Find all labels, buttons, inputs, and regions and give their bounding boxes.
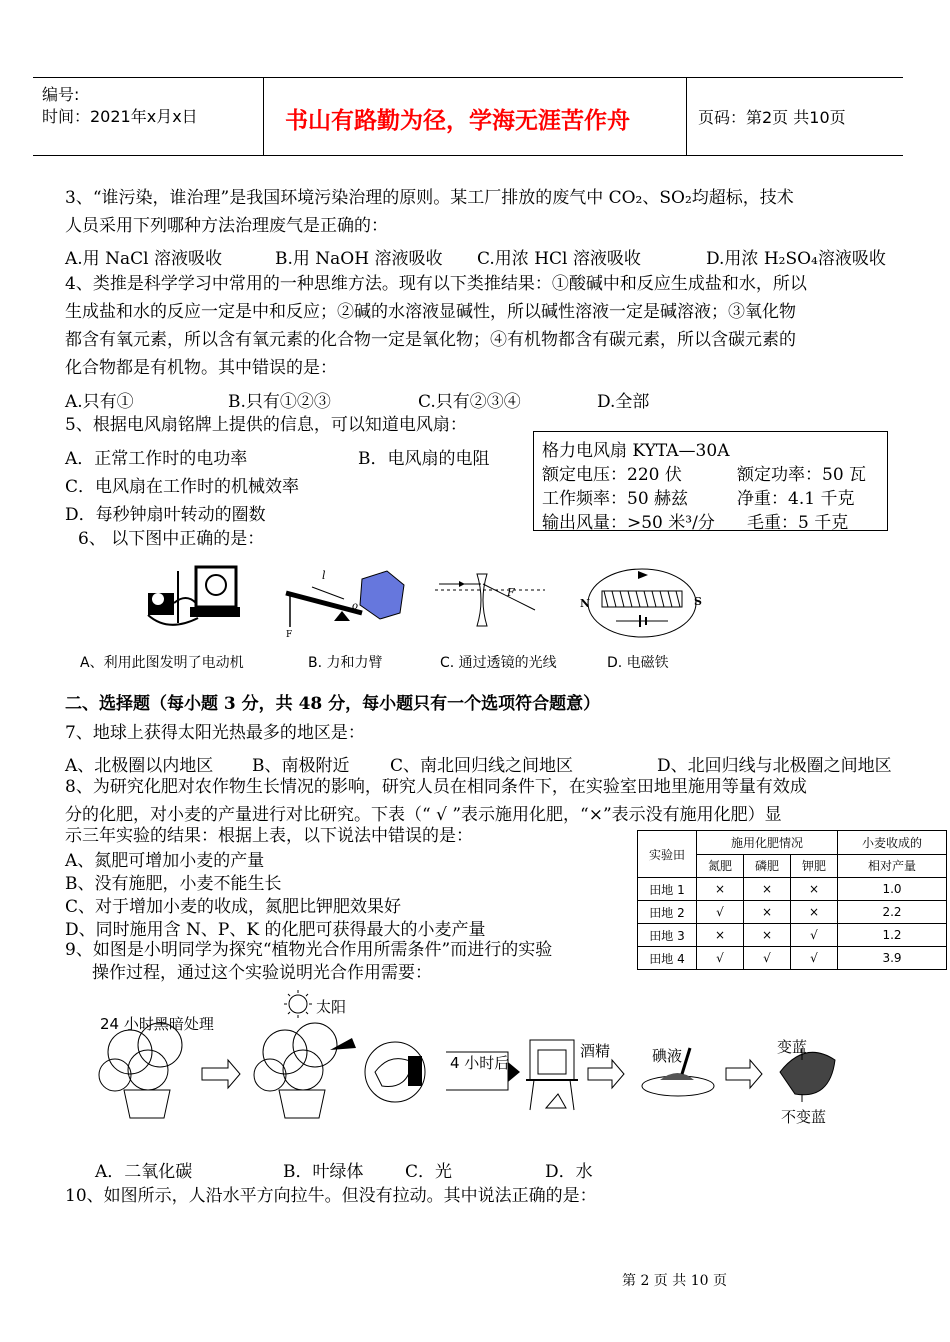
table-cell: √ xyxy=(744,947,791,970)
table-cell: 田地 4 xyxy=(638,947,697,970)
q8-option-c: C、对于增加小麦的收成，氮肥比钾肥效果好 xyxy=(65,897,402,917)
q9-option-d: D．水 xyxy=(545,1162,593,1182)
flow-label-alcohol: 酒精 xyxy=(580,1042,611,1060)
q7-stem: 7、地球上获得太阳光热最多的地区是： xyxy=(65,723,365,743)
q6-stem: 6、 以下图中正确的是： xyxy=(78,529,265,549)
label-F-b: F xyxy=(286,630,293,640)
q4-line2: 生成盐和水的反应一定是中和反应；②碱的水溶液显碱性，所以碱性溶液一定是碱溶液；③氧化物 xyxy=(65,302,796,322)
table-header-yield-1: 小麦收成的 xyxy=(838,831,947,855)
figure-b-caption: B. 力和力臂 xyxy=(308,655,383,671)
flow-label-iodine: 碘液 xyxy=(652,1047,683,1065)
figure-b-lever xyxy=(282,565,417,640)
heating-apparatus-icon xyxy=(526,1040,578,1110)
table-cell: √ xyxy=(697,947,744,970)
header-top-border xyxy=(33,77,903,78)
section2-title: 二、选择题（每小题 3 分，共 48 分，每小题只有一个选项符合题意） xyxy=(65,694,601,714)
q4-option-a: A.只有① xyxy=(65,392,134,412)
arrow-icon xyxy=(726,1060,762,1088)
q8-option-b: B、没有施肥，小麦不能生长 xyxy=(65,874,282,894)
q8-option-d: D、同时施用含 N、P、K 的化肥可获得最大的小麦产量 xyxy=(65,920,486,940)
table-cell: 1.0 xyxy=(838,878,947,901)
q8-line3: 示三年实验的结果：根据上表，以下说法中错误的是： xyxy=(65,826,473,846)
table-cell: × xyxy=(791,878,838,901)
header-time: 时间：2021年x月x日 xyxy=(42,107,198,126)
header-serial: 编号: xyxy=(42,85,80,104)
q4-line3: 都含有氧元素，所以含有氧元素的化合物一定是氧化物；④有机物都含有碳元素，所以含碳元素的 xyxy=(65,330,796,350)
figure-a-caption: A、利用此图发明了电动机 xyxy=(80,655,244,671)
nameplate-voltage: 额定电压：220 伏 xyxy=(542,465,682,485)
leaf-icon xyxy=(365,1042,425,1102)
table-cell: × xyxy=(791,901,838,924)
q7-option-a: A、北极圈以内地区 xyxy=(65,756,214,776)
label-o: o xyxy=(352,601,359,612)
table-cell: × xyxy=(744,924,791,947)
table-row xyxy=(638,947,947,970)
page-footer: 第 2 页 共 10 页 xyxy=(622,1273,727,1289)
table-header-k: 钾肥 xyxy=(791,854,838,878)
q9-option-a: A．二氧化碳 xyxy=(95,1162,193,1182)
q4-option-d: D.全部 xyxy=(597,392,650,412)
label-l: l xyxy=(322,569,326,582)
q3-line1: 3、“谁污染，谁治理”是我国环境污染治理的原则。某工厂排放的废气中 CO₂、SO₂均超标，技术 xyxy=(65,188,794,208)
header-page: 页码：第2页 共10页 xyxy=(698,108,846,127)
table-header-n: 氮肥 xyxy=(697,854,744,878)
q4-option-b: B.只有①②③ xyxy=(228,392,331,412)
header-divider-right xyxy=(686,77,687,155)
table-cell: √ xyxy=(697,901,744,924)
table-cell: 田地 2 xyxy=(638,901,697,924)
nameplate-power: 额定功率：50 瓦 xyxy=(737,465,867,485)
table-cell: √ xyxy=(791,947,838,970)
q5-option-a: A．正常工作时的电功率 xyxy=(65,449,248,469)
q8-line2: 分的化肥，对小麦的产量进行对比研究。下表（“ √ ”表示施用化肥，“×”表示没有施用化肥）显 xyxy=(65,805,782,825)
q5-option-c: C．电风扇在工作时的机械效率 xyxy=(65,477,300,497)
table-cell: × xyxy=(744,878,791,901)
table-header-field: 实验田 xyxy=(638,831,697,878)
q9-line2: 操作过程，通过这个实验说明光合作用需要： xyxy=(92,963,432,983)
fan-nameplate xyxy=(533,431,888,531)
q4-option-c: C.只有②③④ xyxy=(418,392,521,412)
plant-icon xyxy=(254,1023,356,1118)
table-cell: × xyxy=(697,924,744,947)
table-cell: 1.2 xyxy=(838,924,947,947)
table-cell: × xyxy=(744,901,791,924)
figure-d-caption: D. 电磁铁 xyxy=(607,655,669,671)
nameplate-model: 格力电风扇 KYTA—30A xyxy=(542,441,730,461)
q4-line4: 化合物都是有机物。其中错误的是： xyxy=(65,358,337,378)
label-S: S xyxy=(694,595,702,608)
figure-c-caption: C. 通过透镜的光线 xyxy=(440,655,557,671)
table-cell: 田地 1 xyxy=(638,878,697,901)
header-divider-left xyxy=(263,77,264,155)
table-cell: 2.2 xyxy=(838,901,947,924)
plant-icon xyxy=(99,1023,182,1118)
q3-option-c: C.用浓 HCl 溶液吸收 xyxy=(477,249,641,269)
q9-option-c: C．光 xyxy=(405,1162,453,1182)
flow-label-not-blue: 不变蓝 xyxy=(781,1108,827,1126)
table-header-yield-2: 相对产量 xyxy=(838,854,947,878)
nameplate-net-weight: 净重：4.1 千克 xyxy=(737,489,855,509)
table-header-fertilizer: 施用化肥情况 xyxy=(697,831,838,855)
q8-line1: 8、为研究化肥对农作物生长情况的影响，研究人员在相同条件下，在实验室田地里施用等量有效成 xyxy=(65,777,807,797)
flow-label-blue: 变蓝 xyxy=(777,1038,808,1056)
nameplate-airflow: 输出风量：>50 米³/分 xyxy=(542,513,715,533)
fertilizer-table xyxy=(637,830,947,970)
table-cell: 3.9 xyxy=(838,947,947,970)
arrow-icon xyxy=(202,1060,240,1088)
flow-label-dark: 24 小时黑暗处理 xyxy=(100,1015,214,1033)
table-cell: √ xyxy=(791,924,838,947)
q8-option-a: A、氮肥可增加小麦的产量 xyxy=(65,851,265,871)
q3-option-b: B.用 NaOH 溶液吸收 xyxy=(275,249,443,269)
q9-option-b: B．叶绿体 xyxy=(283,1162,364,1182)
header-motto: 书山有路勤为径，学海无涯苦作舟 xyxy=(285,108,630,134)
flow-label-hours: 4 小时后 xyxy=(450,1054,510,1072)
nameplate-frequency: 工作频率：50 赫兹 xyxy=(542,489,689,509)
arrow-icon xyxy=(588,1060,624,1088)
q5-stem: 5、根据电风扇铭牌上提供的信息，可以知道电风扇： xyxy=(65,415,467,435)
table-row xyxy=(638,878,947,901)
flow-label-sun: 太阳 xyxy=(316,998,347,1016)
figure-d-electromagnet xyxy=(578,563,703,643)
figure-a-generator xyxy=(138,563,248,638)
figure-c-lens xyxy=(435,570,555,630)
q7-option-b: B、南极附近 xyxy=(252,756,350,776)
table-row xyxy=(638,924,947,947)
q4-line1: 4、类推是科学学习中常用的一种思维方法。现有以下类推结果：①酸碱中和反应生成盐和水，所以 xyxy=(65,274,807,294)
q7-option-c: C、南北回归线之间地区 xyxy=(390,756,574,776)
table-cell: × xyxy=(697,878,744,901)
table-row xyxy=(638,901,947,924)
sun-icon xyxy=(284,990,312,1018)
label-F-c: F xyxy=(507,586,515,599)
q10-stem: 10、如图所示，人沿水平方向拉牛。但没有拉动。其中说法正确的是： xyxy=(65,1186,597,1206)
label-N: N xyxy=(580,597,591,610)
q5-option-d: D．每秒钟扇叶转动的圈数 xyxy=(65,505,266,525)
q3-line2: 人员采用下列哪种方法治理废气是正确的： xyxy=(65,216,388,236)
q9-line1: 9、如图是小明同学为探究“植物光合作用所需条件”而进行的实验 xyxy=(65,940,553,960)
q3-option-d: D.用浓 H₂SO₄溶液吸收 xyxy=(706,249,886,269)
table-header-p: 磷肥 xyxy=(744,854,791,878)
table-cell: 田地 3 xyxy=(638,924,697,947)
header-bottom-border xyxy=(33,155,903,156)
q5-option-b: B．电风扇的电阻 xyxy=(358,449,490,469)
q3-option-a: A.用 NaCl 溶液吸收 xyxy=(65,249,222,269)
nameplate-gross-weight: 毛重：5 千克 xyxy=(747,513,849,533)
arrow-head-icon xyxy=(508,1062,520,1082)
q7-option-d: D、北回归线与北极圈之间地区 xyxy=(657,756,892,776)
